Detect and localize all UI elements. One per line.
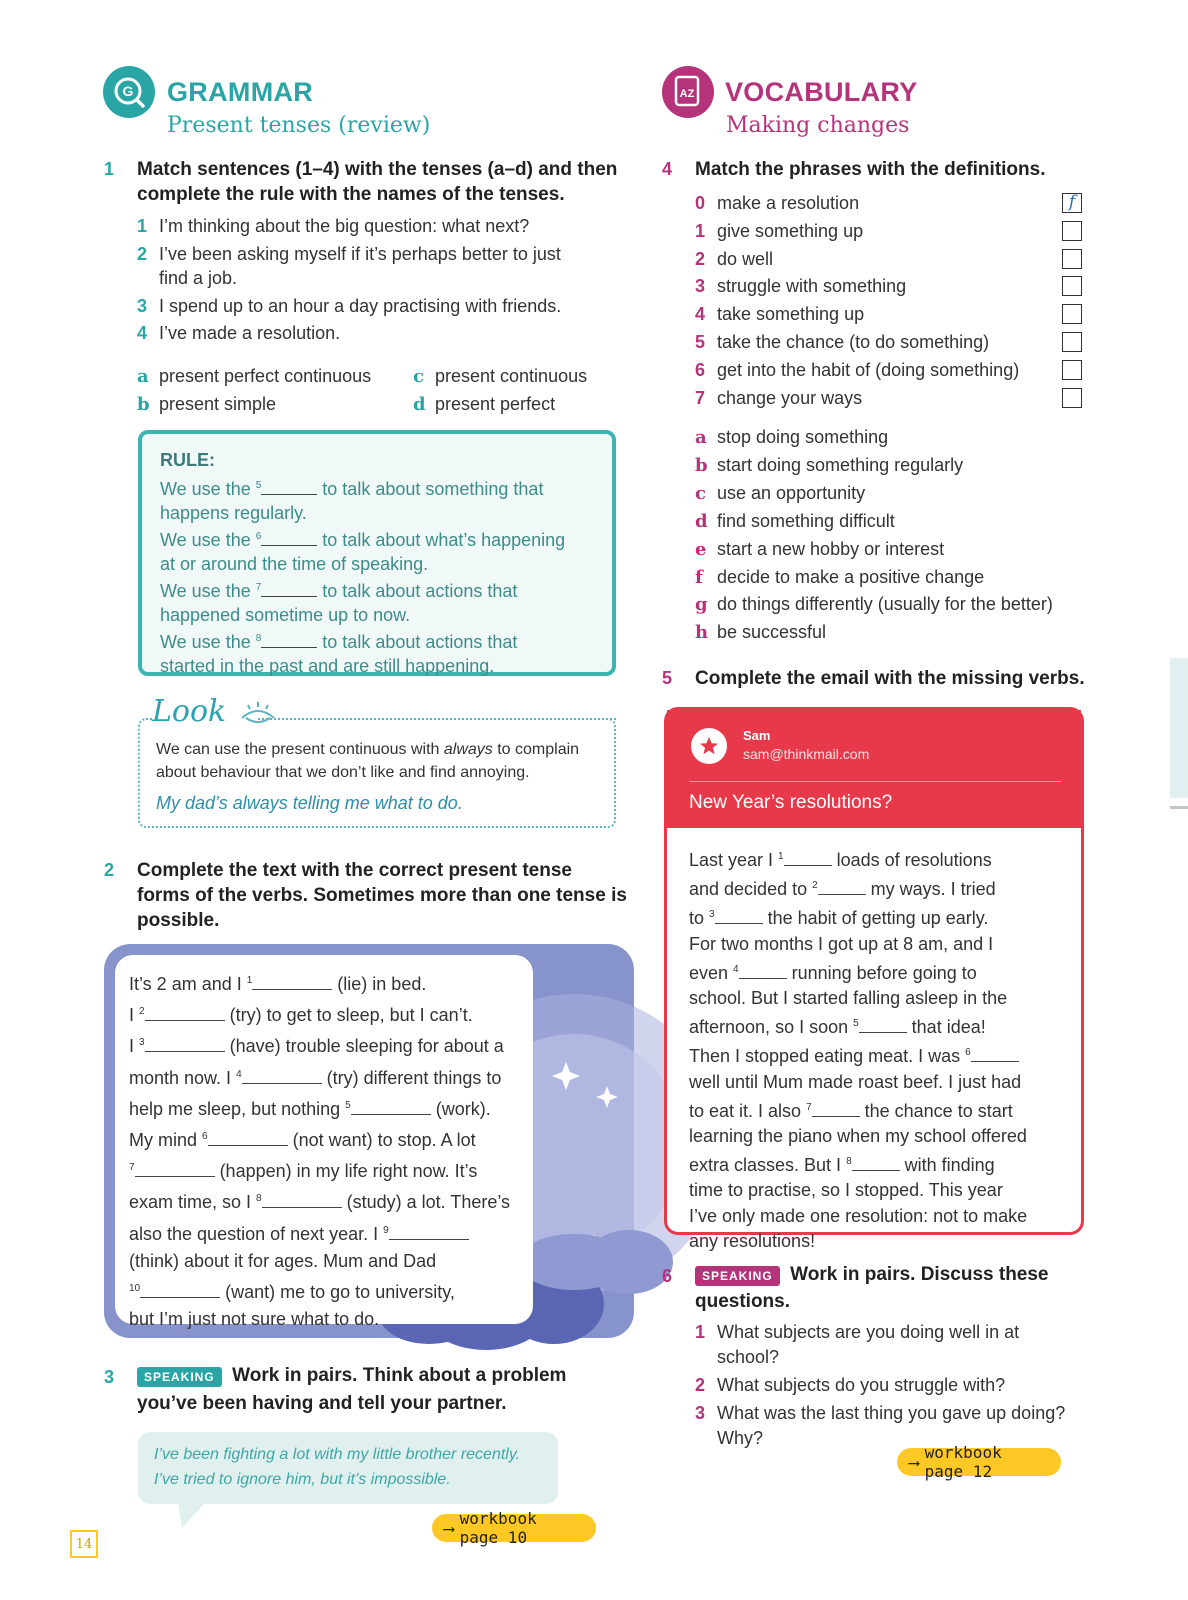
ex2-blank-number: 4 <box>236 1068 242 1080</box>
answer-checkbox[interactable] <box>1062 388 1082 408</box>
ex2-text: exam time, so I <box>129 1192 257 1213</box>
ex2-blank[interactable] <box>145 1034 225 1052</box>
email-blank[interactable] <box>971 1044 1019 1062</box>
ex2-text: (think) about it for ages. Mum and Dad <box>129 1250 437 1271</box>
rule-text: started in the past and are still happening. <box>160 656 495 676</box>
phrase-item <box>695 358 1019 383</box>
rule-text: happened sometime up to now. <box>160 605 411 625</box>
exercise-4-instruction: Match the phrases with the definitions. <box>695 159 1046 180</box>
ex2-blank-number: 2 <box>139 1006 145 1018</box>
email-blank[interactable] <box>784 848 832 866</box>
look-title-text: Look <box>152 694 227 729</box>
page-edge-tab <box>1170 658 1188 798</box>
definition-letter: b <box>695 454 708 476</box>
ex2-blank[interactable] <box>252 972 332 990</box>
ex2-blank-number: 6 <box>202 1131 208 1143</box>
definition-text: stop doing something <box>717 427 889 447</box>
ex2-line <box>129 998 519 1029</box>
email-text: afternoon, so I soon <box>689 1017 854 1038</box>
phrase-item <box>695 302 864 327</box>
look-text-1b: always <box>443 741 493 758</box>
email-text: the habit of getting up early. <box>762 908 989 929</box>
phrase-item <box>695 247 773 272</box>
question-text: What was the last thing you gave up doing? <box>717 1403 1066 1423</box>
rule-line <box>160 552 594 576</box>
tense-text: present simple <box>159 394 277 414</box>
rule-blank-number: 7 <box>255 582 262 593</box>
definition-text: do things differently (usually for the better) <box>717 594 1053 615</box>
speaking-badge-ex6: SPEAKING <box>695 1266 780 1286</box>
definition-text: use an opportunity <box>717 482 866 503</box>
speech-bubble-line-2: I’ve tried to ignore him, but it’s impossible. <box>154 1471 451 1488</box>
speech-bubble-line-1: I’ve been fighting a lot with my little brother recently. <box>154 1446 521 1463</box>
email-text: with finding <box>899 1155 995 1176</box>
sentence-number: 3 <box>137 296 148 316</box>
exercise-6-instruction-1: Work in pairs. Discuss these <box>790 1264 1049 1285</box>
email-subject: New Year’s resolutions? <box>689 792 893 813</box>
question-item <box>695 1320 1019 1345</box>
definition-text: be successful <box>717 622 827 643</box>
ex2-text: month now. I <box>129 1067 237 1088</box>
phrase-number: 6 <box>695 359 706 380</box>
exercise-1-instruction-1: Match sentences (1–4) with the tenses (a–d) and then <box>137 159 618 180</box>
exercise-5-instruction: Complete the email with the missing verbs. <box>695 668 1085 689</box>
email-line <box>689 1011 1059 1040</box>
question-item <box>695 1401 1065 1426</box>
ex2-blank[interactable] <box>208 1128 288 1146</box>
sentence-item <box>137 266 237 291</box>
sentence-text: I’m thinking about the big question: what next? <box>159 216 530 236</box>
vocabulary-subtitle: Making changes <box>726 113 910 138</box>
ex2-blank[interactable] <box>262 1190 342 1208</box>
look-text-2: about behaviour that we don’t like and find annoying. <box>156 764 530 781</box>
email-text: time to practise, so I stopped. This year <box>689 1180 1003 1201</box>
sentence-number: 2 <box>137 244 148 264</box>
email-blank[interactable] <box>818 877 866 895</box>
question-item <box>695 1426 763 1451</box>
ex2-text: (try) different things to <box>321 1067 502 1088</box>
sender-name: Sam <box>743 728 771 743</box>
email-line <box>689 1149 1059 1178</box>
email-text: Last year I <box>689 850 779 870</box>
rule-text: We use the <box>160 632 256 652</box>
ex2-blank-number: 1 <box>246 975 253 986</box>
email-line <box>689 1178 1059 1203</box>
ex2-blank[interactable] <box>389 1222 469 1240</box>
definition-letter: f <box>695 566 703 588</box>
sentence-text: I spend up to an hour a day practising with friends. <box>159 296 562 316</box>
question-item <box>695 1345 779 1370</box>
email-line <box>689 1124 1059 1149</box>
email-text: learning the piano when my school offered <box>689 1126 1027 1147</box>
phrase-number: 3 <box>695 276 706 297</box>
rule-text: We use the <box>160 530 256 550</box>
ex2-blank[interactable] <box>135 1159 215 1177</box>
definition-text: decide to make a positive change <box>717 566 985 587</box>
ex2-blank-number: 7 <box>129 1162 135 1174</box>
ex2-text: (happen) in my life right now. It’s <box>214 1161 478 1182</box>
exercise-3-instruction-2: you’ve been having and tell your partner. <box>137 1393 507 1414</box>
rule-text: to talk about actions that <box>317 581 518 601</box>
tense-letter: d <box>413 394 426 415</box>
rule-text: We use the <box>160 581 256 601</box>
ex2-line <box>129 1248 519 1275</box>
rule-line <box>160 603 594 627</box>
exercise-1-instruction-2: complete the rule with the names of the tenses. <box>137 184 565 205</box>
ex2-line <box>129 1061 519 1092</box>
ex2-text: (lie) in bed. <box>332 974 427 994</box>
ex2-line <box>129 1123 519 1154</box>
email-blank[interactable] <box>715 906 763 924</box>
answer-checkbox[interactable] <box>1062 304 1082 324</box>
sentence-item <box>137 242 561 267</box>
definition-item <box>695 620 826 645</box>
email-text: school. But I started falling asleep in the <box>689 988 1008 1009</box>
speech-bubble <box>138 1432 558 1504</box>
question-number: 3 <box>695 1403 706 1423</box>
exercise-2-text <box>115 955 533 1330</box>
rule-box <box>138 430 616 676</box>
phrase-item <box>695 386 862 411</box>
rule-line <box>160 627 594 654</box>
definition-letter: d <box>695 510 708 532</box>
ex2-blank-number: 3 <box>139 1037 145 1049</box>
tense-option <box>413 364 587 389</box>
ex2-line <box>129 1029 519 1060</box>
rule-blank-number: 6 <box>255 531 262 542</box>
answer-text: f <box>1068 192 1076 212</box>
exercise-2-instruction-2: forms of the verbs. Sometimes more than one tense is <box>137 885 627 906</box>
exercise-2-instruction-1: Complete the text with the correct present tense <box>137 860 572 881</box>
email-text: that idea! <box>906 1017 986 1038</box>
phrase-number: 2 <box>695 248 706 269</box>
sentence-number: 1 <box>137 216 148 236</box>
rule-line <box>160 501 594 525</box>
email-text: loads of resolutions <box>831 850 992 870</box>
email-text: even <box>689 962 734 983</box>
email-blank-number: 3 <box>709 909 715 921</box>
email-blank-number: 5 <box>853 1018 859 1030</box>
ex2-text: also the question of next year. I <box>129 1223 384 1244</box>
look-title <box>152 694 284 729</box>
exercise-6-number: 6 <box>662 1266 673 1286</box>
phrase-text: get into the habit of (doing something) <box>717 359 1020 380</box>
ex2-line <box>129 967 519 998</box>
svg-text:AZ: AZ <box>679 88 695 100</box>
sentence-item <box>137 214 529 239</box>
ex2-line <box>129 1275 519 1306</box>
sentence-text: find a job. <box>159 268 238 288</box>
rule-blank-number: 8 <box>255 633 262 644</box>
email-text: to <box>689 908 710 929</box>
phrase-text: take something up <box>717 304 865 325</box>
look-text-1c: to complain <box>492 741 580 758</box>
exercise-2-number: 2 <box>104 860 115 880</box>
email-text: I’ve only made one resolution: not to make <box>689 1205 1028 1226</box>
email-line <box>689 932 1059 957</box>
question-text: school? <box>717 1347 780 1367</box>
svg-text:G: G <box>122 83 134 99</box>
look-example: My dad’s always telling me what to do. <box>156 793 463 813</box>
answer-checkbox[interactable] <box>1062 249 1082 269</box>
rule-line <box>160 474 594 501</box>
email-blank-number: 7 <box>806 1101 812 1113</box>
ex2-blank[interactable] <box>140 1280 220 1298</box>
rule-line <box>160 576 594 603</box>
ex2-text: I <box>129 1005 140 1026</box>
phrase-text: do well <box>717 248 774 269</box>
definition-item <box>695 425 888 450</box>
question-text: What subjects are you doing well in at <box>717 1322 1020 1342</box>
question-number: 2 <box>695 1375 706 1395</box>
definition-item <box>695 565 984 590</box>
answer-checkbox[interactable] <box>1062 193 1082 213</box>
rule-line <box>160 654 594 678</box>
workbook-link-12[interactable] <box>897 1443 1061 1481</box>
speaking-badge-ex3: SPEAKING <box>137 1367 222 1387</box>
ex2-text: My mind <box>129 1130 203 1151</box>
phrase-item <box>695 191 859 216</box>
sentence-text: I’ve made a resolution. <box>159 323 341 343</box>
email-text: well until Mum made roast beef. I just had <box>689 1071 1022 1092</box>
phrase-number: 0 <box>695 193 706 213</box>
ex2-text: It’s 2 am and I <box>129 974 247 994</box>
rule-blank[interactable] <box>261 528 317 546</box>
rule-blank[interactable] <box>261 630 317 648</box>
tense-option <box>137 392 276 417</box>
answer-checkbox[interactable] <box>1062 332 1082 352</box>
phrase-text: change your ways <box>717 387 863 408</box>
answer-checkbox[interactable] <box>1062 221 1082 241</box>
grammar-title: GRAMMAR <box>167 77 314 107</box>
exercise-4-number: 4 <box>662 159 673 179</box>
email-text: running before going to <box>786 962 977 983</box>
email-line <box>689 1095 1059 1124</box>
ex2-blank-number: 8 <box>256 1193 262 1205</box>
look-dotted-rule <box>258 718 616 720</box>
rule-blank-number: 5 <box>255 480 262 491</box>
phrase-text: make a resolution <box>717 193 860 213</box>
page-number-text: 14 <box>75 1536 93 1552</box>
rule-text: to talk about what’s happening <box>317 530 566 550</box>
email-blank[interactable] <box>859 1015 907 1033</box>
tense-letter: c <box>413 366 424 387</box>
tense-option <box>137 364 371 389</box>
answer-checkbox[interactable] <box>1062 360 1082 380</box>
tense-letter: b <box>137 394 150 415</box>
ex2-text: (study) a lot. There’s <box>341 1192 511 1213</box>
sentence-item <box>137 321 340 346</box>
question-item <box>695 1373 1005 1398</box>
exercise-1-number: 1 <box>104 159 115 179</box>
definition-letter: a <box>695 427 707 448</box>
definition-text: find something difficult <box>717 510 895 531</box>
email-line <box>689 844 1059 873</box>
look-text <box>156 738 598 784</box>
tense-letter: a <box>137 366 149 387</box>
rule-blank[interactable] <box>261 477 317 495</box>
page-number <box>70 1530 98 1558</box>
speech-bubble-tail <box>178 1502 208 1528</box>
email-blank[interactable] <box>812 1099 860 1117</box>
email-text: my ways. I tried <box>865 879 996 900</box>
rule-text: to talk about actions that <box>317 632 518 652</box>
ex2-blank-number: 5 <box>345 1099 351 1111</box>
tense-text: present continuous <box>435 366 588 386</box>
email-line <box>689 902 1059 931</box>
email-text: Then I stopped eating meat. I was <box>689 1046 966 1067</box>
email-line <box>689 873 1059 902</box>
email-line <box>689 957 1059 986</box>
answer-checkbox[interactable] <box>1062 276 1082 296</box>
ex2-blank[interactable] <box>145 1003 225 1021</box>
ex2-text: but I’m just not sure what to do. <box>129 1309 380 1330</box>
email-card <box>664 707 1084 1251</box>
definition-text: start doing something regularly <box>717 454 964 475</box>
definition-letter: g <box>695 594 708 616</box>
email-text: the chance to start <box>859 1100 1013 1121</box>
definition-item <box>695 537 944 562</box>
sentence-text: I’ve been asking myself if it’s perhaps better to just <box>159 244 561 264</box>
ex2-text: (not want) to stop. A lot <box>287 1130 476 1151</box>
exercise-2-instruction-3: possible. <box>137 910 220 931</box>
phrase-item <box>695 330 989 355</box>
definition-item <box>695 592 1053 617</box>
definition-item <box>695 481 865 506</box>
ex2-line <box>129 1306 519 1333</box>
ex2-line <box>129 1217 519 1248</box>
phrase-text: take the chance (to do something) <box>717 332 990 352</box>
question-number: 1 <box>695 1322 706 1342</box>
tense-text: present perfect <box>435 394 556 414</box>
ex2-line <box>129 1185 519 1216</box>
phrase-number: 1 <box>695 220 706 241</box>
sentence-number: 4 <box>137 323 148 343</box>
question-text: What subjects do you struggle with? <box>717 1375 1006 1395</box>
ex2-text: (want) me to go to university, <box>220 1282 455 1303</box>
rule-text: We use the <box>160 479 256 499</box>
rule-line <box>160 525 594 552</box>
arrow-right-icon: ⟶ <box>909 1452 919 1472</box>
tense-text: present perfect continuous <box>159 366 372 386</box>
rule-text: to talk about something that <box>317 479 544 499</box>
phrase-text: struggle with something <box>717 276 907 297</box>
grammar-subtitle: Present tenses (review) <box>167 113 431 138</box>
look-text-1a: We can use the present continuous with <box>156 741 444 758</box>
exercise-6-instruction-2: questions. <box>695 1291 791 1312</box>
phrase-number: 5 <box>695 332 706 352</box>
phrase-text: give something up <box>717 220 864 241</box>
email-line <box>689 986 1059 1011</box>
email-line <box>689 1229 1059 1254</box>
email-text: any resolutions! <box>689 1230 816 1251</box>
rule-blank[interactable] <box>261 579 317 597</box>
email-text: extra classes. But I <box>689 1155 847 1176</box>
ex2-text: (work). <box>430 1098 491 1119</box>
vocabulary-icon <box>662 66 714 118</box>
workbook-link-10-label: workbook page 10 <box>459 1509 537 1547</box>
email-blank-number: 6 <box>965 1047 971 1059</box>
ex2-blank[interactable] <box>242 1066 322 1084</box>
eye-icon <box>236 700 280 726</box>
ex2-blank-number: 9 <box>383 1224 389 1236</box>
email-blank[interactable] <box>852 1153 900 1171</box>
grammar-icon <box>103 66 155 118</box>
email-header <box>667 710 1081 828</box>
page-edge-line <box>1170 806 1188 809</box>
sender-avatar <box>691 728 727 764</box>
email-line <box>689 1204 1059 1229</box>
email-blank-number: 2 <box>812 880 818 892</box>
workbook-link-12-label: workbook page 12 <box>924 1443 1002 1481</box>
question-text: Why? <box>717 1428 764 1448</box>
email-text: to eat it. I also <box>689 1100 807 1121</box>
definition-letter: e <box>695 538 707 560</box>
vocabulary-title: VOCABULARY <box>725 77 918 107</box>
phrase-item <box>695 219 863 244</box>
exercise-3-instruction-1: Work in pairs. Think about a problem <box>232 1365 567 1386</box>
definition-text: start a new hobby or interest <box>717 538 945 559</box>
workbook-link-10[interactable] <box>432 1509 596 1547</box>
email-divider <box>689 781 1061 782</box>
sender-email: sam@thinkmail.com <box>743 746 870 762</box>
ex2-blank-number: 10 <box>129 1283 141 1295</box>
ex2-line <box>129 1154 519 1185</box>
rule-text: at or around the time of speaking. <box>160 554 429 574</box>
definition-item <box>695 453 963 478</box>
definition-letter: h <box>695 622 709 644</box>
ex2-text: help me sleep, but nothing <box>129 1098 346 1119</box>
ex2-blank[interactable] <box>351 1097 431 1115</box>
email-blank-number: 1 <box>778 851 784 862</box>
rule-text: happens regularly. <box>160 503 307 523</box>
exercise-3-header <box>137 1363 566 1388</box>
email-blank[interactable] <box>739 961 787 979</box>
sentence-item <box>137 294 561 319</box>
look-box <box>138 718 616 828</box>
exercise-5-number: 5 <box>662 668 673 688</box>
star-icon <box>699 736 719 756</box>
email-line <box>689 1040 1059 1069</box>
ex2-line <box>129 1092 519 1123</box>
exercise-3-number: 3 <box>104 1367 115 1387</box>
phrase-number: 4 <box>695 304 706 325</box>
rule-title: RULE: <box>160 450 215 470</box>
definition-item <box>695 509 895 534</box>
exercise-6-header <box>695 1262 1049 1287</box>
email-body <box>667 828 1081 1254</box>
phrase-number: 7 <box>695 387 706 408</box>
ex2-text: (try) to get to sleep, but I can’t. <box>224 1005 473 1026</box>
email-blank-number: 4 <box>733 963 739 975</box>
phrase-item <box>695 274 906 299</box>
definition-letter: c <box>695 482 706 504</box>
ex2-text: (have) trouble sleeping for about a <box>224 1036 504 1057</box>
email-text: For two months I got up at 8 am, and I <box>689 933 994 954</box>
tense-option <box>413 392 555 417</box>
email-blank-number: 8 <box>846 1156 852 1168</box>
email-line <box>689 1070 1059 1095</box>
arrow-right-icon: ⟶ <box>444 1518 454 1538</box>
ex2-text: I <box>129 1036 140 1057</box>
email-text: and decided to <box>689 879 813 900</box>
